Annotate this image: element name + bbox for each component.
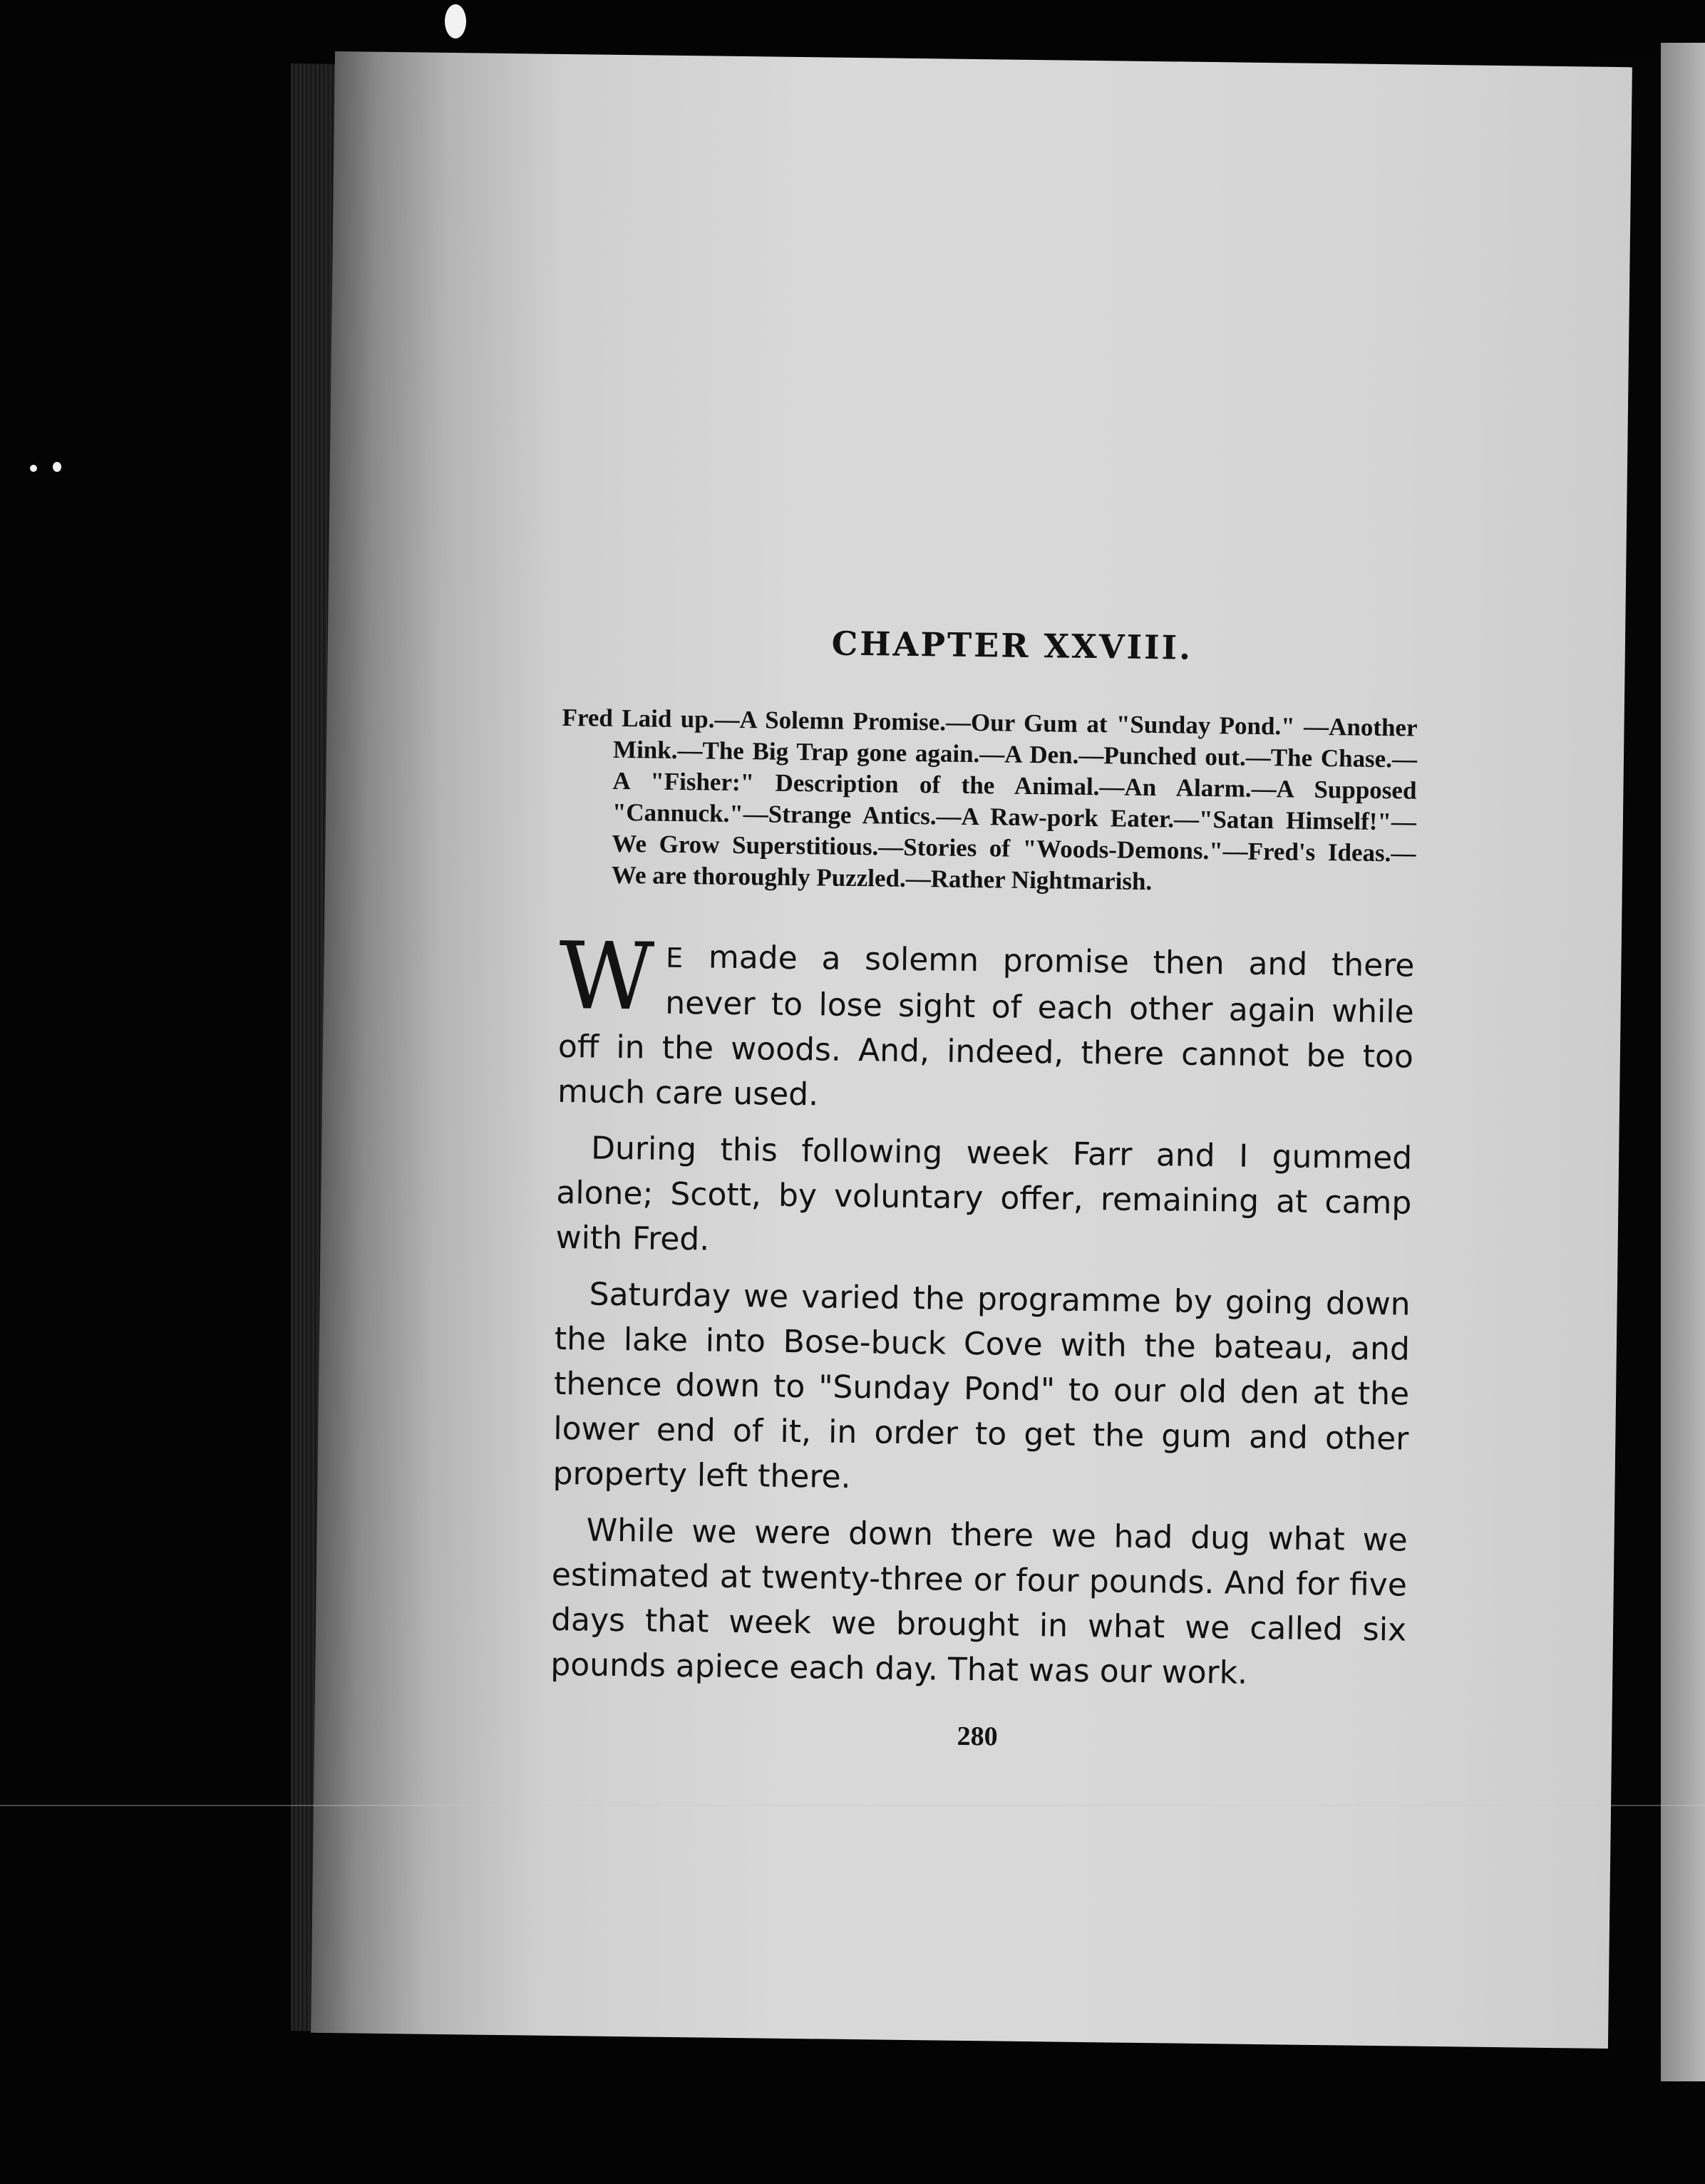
page-number: 280: [957, 1721, 998, 1752]
chapter-synopsis: Fred Laid up.—A Solemn Promise.—Our Gum at "Sunday Pond." —Another Mink.—The Big Trap gone again.—A Den.—Punched out.—The Chase.—A "Fisher:" Description of the Animal.—An Alarm.—A Supposed "Cannuck."—Strange Antics.—A Raw-pork Eater.—"Satan Himself!"—We Grow Superstitious.—Stories of "Woods-Demons."—Fred's Ideas.—We are thoroughly Puzzled.—Rather Nightmarish.: [562, 703, 1418, 896]
drop-cap-continuation: E: [665, 942, 685, 974]
paragraph-4: While we were down there we had dug what we estimated at twenty-three or four pounds. And for five days that week we brought in what we called six pounds apiece each day. That was our work.: [550, 1512, 1408, 1691]
paragraph-2: During this following week Farr and I gummed alone; Scott, by voluntary offer, remaining at camp with Fred.: [555, 1130, 1413, 1258]
page-text-block: [550, 621, 1418, 1758]
chapter-body: [550, 921, 1415, 1698]
paragraph-1: [557, 921, 1415, 1125]
dust-speck: [30, 465, 37, 472]
dust-speck: [53, 462, 61, 472]
paragraph-3: Saturday we varied the programme by going down the lake into Bose-buck Cove with the bateau, and thence down to "Sunday Pond" to our old den at the lower end of it, in order to get the gum and other property left there.: [552, 1276, 1411, 1495]
scan-artifact-line: [0, 1805, 1705, 1806]
drop-cap: W: [558, 921, 655, 1031]
facing-page-edge: [1661, 43, 1705, 2081]
chapter-title: CHAPTER XXVIII.: [831, 624, 1193, 667]
book-page: [311, 51, 1632, 2049]
dust-speck: [445, 4, 466, 38]
paragraph-1-text: made a solemn promise then and there never to lose sight of each other again while off in the woods. And, indeed, there cannot be too much care used.: [557, 939, 1415, 1113]
